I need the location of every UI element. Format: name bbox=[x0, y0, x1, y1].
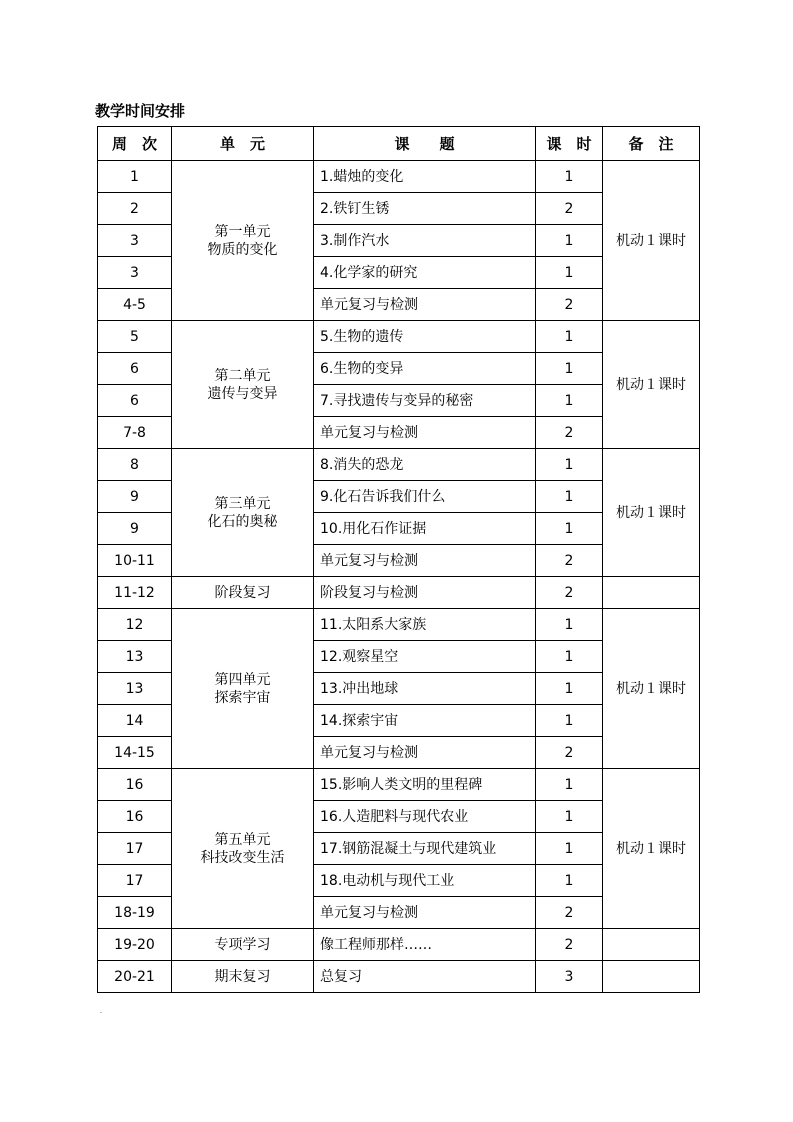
unit-cell bbox=[172, 929, 314, 961]
hours-cell: 2 bbox=[536, 577, 603, 609]
week-cell: 12 bbox=[98, 609, 172, 641]
note-cell: 机动１课时 bbox=[603, 449, 700, 577]
hours-cell: 1 bbox=[536, 225, 603, 257]
topic-cell: 单元复习与检测 bbox=[314, 737, 536, 769]
topic-cell: 5.生物的遗传 bbox=[314, 321, 536, 353]
topic-cell: 2.铁钉生锈 bbox=[314, 193, 536, 225]
unit-name-line1: 第二单元 bbox=[214, 367, 271, 384]
topic-cell: 10.用化石作证据 bbox=[314, 513, 536, 545]
topic-cell: 总复习 bbox=[314, 961, 536, 993]
topic-cell: 15.影响人类文明的里程碑 bbox=[314, 769, 536, 801]
topic-cell: 14.探索宇宙 bbox=[314, 705, 536, 737]
unit-cell bbox=[172, 609, 314, 769]
hours-cell: 3 bbox=[536, 961, 603, 993]
topic-cell: 单元复习与检测 bbox=[314, 289, 536, 321]
hours-cell: 1 bbox=[536, 865, 603, 897]
hours-cell: 1 bbox=[536, 673, 603, 705]
week-cell: 13 bbox=[98, 673, 172, 705]
note-cell: 机动１课时 bbox=[603, 161, 700, 321]
hours-cell: 2 bbox=[536, 193, 603, 225]
topic-cell: 6.生物的变异 bbox=[314, 353, 536, 385]
hours-cell: 2 bbox=[536, 289, 603, 321]
topic-cell: 7.寻找遗传与变异的秘密 bbox=[314, 385, 536, 417]
week-cell: 16 bbox=[98, 801, 172, 833]
topic-cell: 阶段复习与检测 bbox=[314, 577, 536, 609]
week-cell: 17 bbox=[98, 833, 172, 865]
hours-cell: 2 bbox=[536, 897, 603, 929]
week-cell: 20-21 bbox=[98, 961, 172, 993]
topic-cell: 4.化学家的研究 bbox=[314, 257, 536, 289]
header-note: 备 注 bbox=[603, 127, 700, 161]
hours-cell: 1 bbox=[536, 449, 603, 481]
hours-cell: 1 bbox=[536, 769, 603, 801]
table-row bbox=[98, 449, 700, 481]
table-row bbox=[98, 609, 700, 641]
unit-cell bbox=[172, 321, 314, 449]
hours-cell: 1 bbox=[536, 257, 603, 289]
topic-cell: 8.消失的恐龙 bbox=[314, 449, 536, 481]
week-cell: 7-8 bbox=[98, 417, 172, 449]
hours-cell: 1 bbox=[536, 641, 603, 673]
week-cell: 9 bbox=[98, 481, 172, 513]
topic-cell: 单元复习与检测 bbox=[314, 545, 536, 577]
hours-cell: 1 bbox=[536, 481, 603, 513]
note-cell: 机动１课时 bbox=[603, 769, 700, 929]
table-row bbox=[98, 577, 700, 609]
week-cell: 3 bbox=[98, 225, 172, 257]
unit-name-line1: 阶段复习 bbox=[214, 584, 271, 601]
hours-cell: 2 bbox=[536, 929, 603, 961]
topic-cell: 3.制作汽水 bbox=[314, 225, 536, 257]
topic-cell: 16.人造肥料与现代农业 bbox=[314, 801, 536, 833]
week-cell: 5 bbox=[98, 321, 172, 353]
topic-cell: 9.化石告诉我们什么 bbox=[314, 481, 536, 513]
unit-name-line2: 遗传与变异 bbox=[207, 385, 278, 402]
page-title: 教学时间安排 bbox=[95, 102, 186, 120]
unit-cell bbox=[172, 769, 314, 929]
week-cell: 2 bbox=[98, 193, 172, 225]
week-cell: 13 bbox=[98, 641, 172, 673]
hours-cell: 1 bbox=[536, 609, 603, 641]
header-topic: 课 题 bbox=[314, 127, 536, 161]
week-cell: 1 bbox=[98, 161, 172, 193]
hours-cell: 2 bbox=[536, 545, 603, 577]
topic-cell: 1.蜡烛的变化 bbox=[314, 161, 536, 193]
hours-cell: 1 bbox=[536, 321, 603, 353]
topic-cell: 单元复习与检测 bbox=[314, 417, 536, 449]
topic-cell: 17.钢筋混凝土与现代建筑业 bbox=[314, 833, 536, 865]
topic-cell: 像工程师那样…… bbox=[314, 929, 536, 961]
hours-cell: 1 bbox=[536, 833, 603, 865]
unit-name-line1: 专项学习 bbox=[214, 936, 271, 953]
unit-cell bbox=[172, 449, 314, 577]
header-hours: 课 时 bbox=[536, 127, 603, 161]
schedule-table bbox=[97, 126, 700, 993]
topic-cell: 单元复习与检测 bbox=[314, 897, 536, 929]
unit-cell bbox=[172, 161, 314, 321]
unit-name-line1: 第四单元 bbox=[214, 671, 271, 688]
note-cell: 机动１课时 bbox=[603, 609, 700, 769]
unit-cell bbox=[172, 577, 314, 609]
unit-name-line2: 科技改变生活 bbox=[200, 849, 285, 866]
week-cell: 17 bbox=[98, 865, 172, 897]
hours-cell: 1 bbox=[536, 161, 603, 193]
unit-name-line1: 第五单元 bbox=[214, 831, 271, 848]
week-cell: 3 bbox=[98, 257, 172, 289]
week-cell: 18-19 bbox=[98, 897, 172, 929]
week-cell: 6 bbox=[98, 353, 172, 385]
unit-name-line2: 探索宇宙 bbox=[214, 689, 271, 706]
hours-cell: 2 bbox=[536, 737, 603, 769]
week-cell: 6 bbox=[98, 385, 172, 417]
unit-name-line1: 期末复习 bbox=[214, 968, 271, 985]
unit-name-line2: 物质的变化 bbox=[207, 241, 278, 258]
topic-cell: 13.冲出地球 bbox=[314, 673, 536, 705]
week-cell: 16 bbox=[98, 769, 172, 801]
header-unit: 单 元 bbox=[172, 127, 314, 161]
hours-cell: 1 bbox=[536, 705, 603, 737]
unit-name-line2: 化石的奥秘 bbox=[207, 513, 278, 530]
week-cell: 8 bbox=[98, 449, 172, 481]
week-cell: 9 bbox=[98, 513, 172, 545]
topic-cell: 18.电动机与现代工业 bbox=[314, 865, 536, 897]
header-week: 周 次 bbox=[98, 127, 172, 161]
schedule-body bbox=[98, 161, 700, 993]
hours-cell: 1 bbox=[536, 513, 603, 545]
week-cell: 14-15 bbox=[98, 737, 172, 769]
unit-cell bbox=[172, 961, 314, 993]
note-cell bbox=[603, 961, 700, 993]
note-cell bbox=[603, 929, 700, 961]
week-cell: 14 bbox=[98, 705, 172, 737]
topic-cell: 12.观察星空 bbox=[314, 641, 536, 673]
unit-name-line1: 第一单元 bbox=[214, 223, 271, 240]
table-row bbox=[98, 961, 700, 993]
week-cell: 11-12 bbox=[98, 577, 172, 609]
note-cell: 机动１课时 bbox=[603, 321, 700, 449]
hours-cell: 1 bbox=[536, 385, 603, 417]
hours-cell: 2 bbox=[536, 417, 603, 449]
week-cell: 4-5 bbox=[98, 289, 172, 321]
topic-cell: 11.太阳系大家族 bbox=[314, 609, 536, 641]
table-row bbox=[98, 321, 700, 353]
hours-cell: 1 bbox=[536, 353, 603, 385]
week-cell: 19-20 bbox=[98, 929, 172, 961]
note-cell bbox=[603, 577, 700, 609]
header-row bbox=[98, 127, 700, 161]
table-row bbox=[98, 769, 700, 801]
table-row bbox=[98, 929, 700, 961]
unit-name-line1: 第三单元 bbox=[214, 495, 271, 512]
hours-cell: 1 bbox=[536, 801, 603, 833]
week-cell: 10-11 bbox=[98, 545, 172, 577]
page-mark bbox=[100, 1012, 102, 1013]
table-row bbox=[98, 161, 700, 193]
